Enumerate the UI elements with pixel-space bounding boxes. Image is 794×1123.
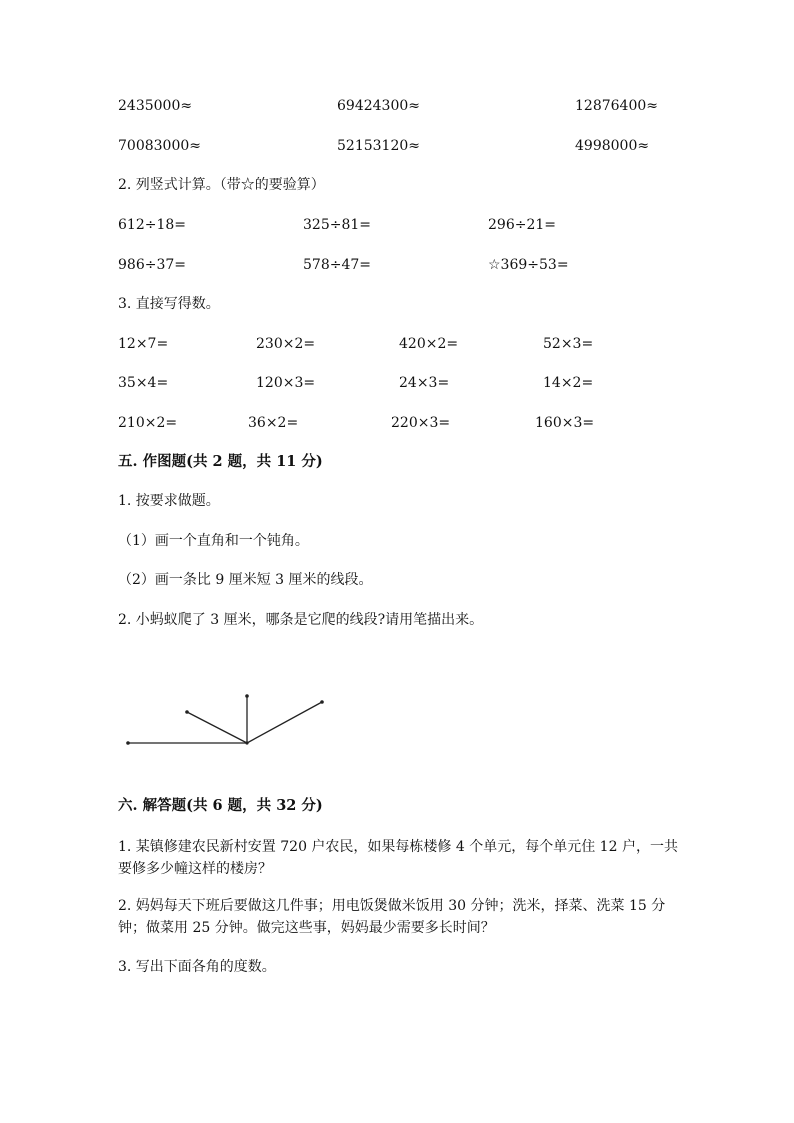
segment-endpoint bbox=[245, 694, 249, 698]
question-title: 2. 小蚂蚁爬了 3 厘米，哪条是它爬的线段?请用笔描出来。 bbox=[118, 612, 484, 628]
section-heading: 六. 解答题(共 6 题，共 32 分) bbox=[118, 797, 323, 814]
multiplication-item: 24×3= bbox=[399, 375, 450, 391]
segment-right-diagonal bbox=[247, 702, 322, 743]
approx-item: 52153120≈ bbox=[337, 138, 420, 154]
question-text: 1. 某镇修建农民新村安置 720 户农民，如果每栋楼修 4 个单元，每个单元住 12 户，一共要修多少幢这样的楼房？ bbox=[118, 839, 678, 877]
approx-item: 70083000≈ bbox=[118, 138, 201, 154]
section-heading: 五. 作图题(共 2 题，共 11 分) bbox=[118, 453, 323, 470]
approx-item: 69424300≈ bbox=[337, 98, 420, 114]
multiplication-item: 52×3= bbox=[543, 336, 594, 352]
approx-item: 4998000≈ bbox=[575, 138, 650, 154]
multiplication-item: 120×3= bbox=[256, 375, 316, 391]
question-text: 2. 妈妈每天下班后要做这几件事；用电饭煲做米饭用 30 分钟；洗米，择菜、洗菜 15 分钟；做菜用 25 分钟。做完这些事，妈妈最少需要多长时间？ bbox=[118, 898, 666, 936]
sub-question: （2）画一条比 9 厘米短 3 厘米的线段。 bbox=[118, 572, 373, 588]
segment-endpoint bbox=[320, 700, 324, 704]
multiplication-item: 230×2= bbox=[256, 336, 316, 352]
division-item: ☆369÷53= bbox=[488, 257, 569, 273]
division-item: 986÷37= bbox=[118, 257, 186, 273]
multiplication-item: 160×3= bbox=[535, 415, 595, 431]
question-title: 3. 写出下面各角的度数。 bbox=[118, 959, 276, 975]
multiplication-item: 12×7= bbox=[118, 336, 169, 352]
division-item: 578÷47= bbox=[303, 257, 371, 273]
multiplication-item: 220×3= bbox=[391, 415, 451, 431]
segment-left-diagonal bbox=[187, 712, 247, 743]
segment-endpoint bbox=[245, 741, 248, 744]
question-title: 3. 直接写得数。 bbox=[118, 296, 220, 312]
division-item: 612÷18= bbox=[118, 217, 186, 233]
segment-endpoint bbox=[126, 741, 130, 745]
question-title: 1. 按要求做题。 bbox=[118, 493, 220, 509]
multiplication-item: 210×2= bbox=[118, 415, 178, 431]
approx-item: 12876400≈ bbox=[575, 98, 658, 114]
sub-question: （1）画一个直角和一个钝角。 bbox=[118, 533, 309, 549]
multiplication-item: 14×2= bbox=[543, 375, 594, 391]
division-item: 296÷21= bbox=[488, 217, 556, 233]
approx-item: 2435000≈ bbox=[118, 98, 193, 114]
multiplication-item: 420×2= bbox=[399, 336, 459, 352]
multiplication-item: 36×2= bbox=[248, 415, 299, 431]
division-item: 325÷81= bbox=[303, 217, 371, 233]
segment-endpoint bbox=[185, 710, 189, 714]
multiplication-item: 35×4= bbox=[118, 375, 169, 391]
question-title: 2. 列竖式计算。（带☆的要验算） bbox=[118, 177, 325, 193]
